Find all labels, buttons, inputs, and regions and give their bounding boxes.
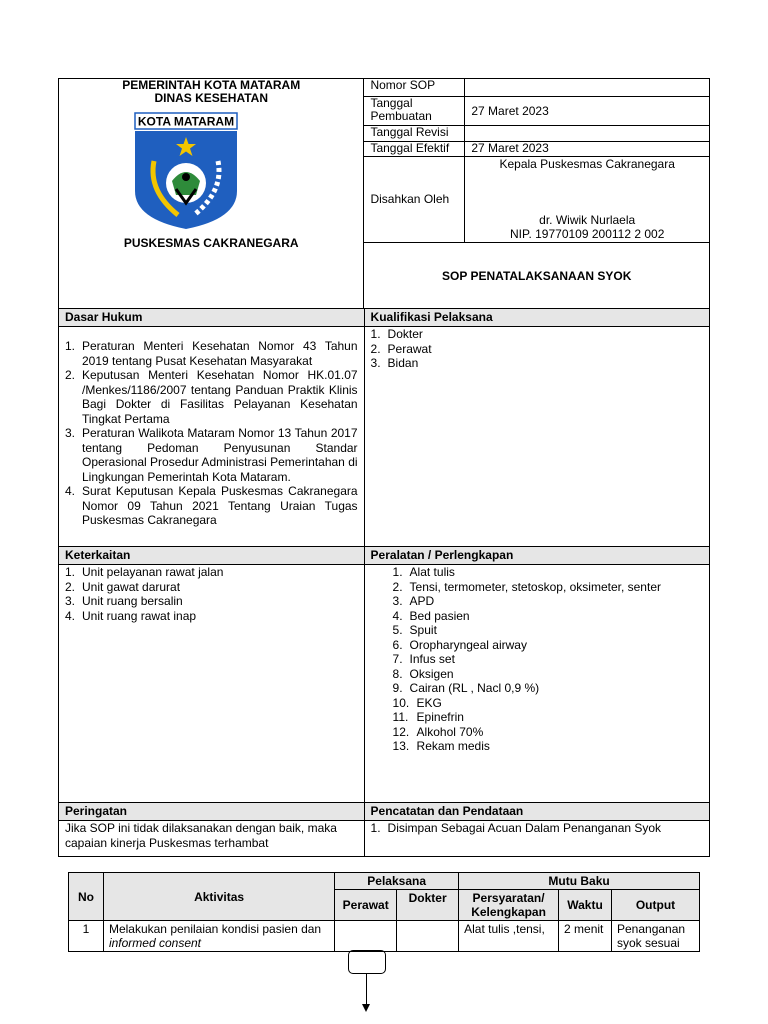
disahkan-label: Disahkan Oleh	[364, 157, 465, 243]
flowchart-start-symbol	[348, 950, 386, 974]
list-item-text: Epinefrin	[416, 710, 464, 724]
list-item	[371, 821, 703, 836]
row-aktivitas	[103, 921, 334, 952]
keterkaitan-heading: Keterkaitan	[59, 547, 365, 565]
peringatan-heading: Peringatan	[59, 803, 365, 821]
row-persyaratan: Alat tulis ,tensi,	[459, 921, 559, 952]
list-item-text: Bed pasien	[409, 608, 470, 623]
nomor-sop-value	[465, 79, 710, 97]
list-item-text: Unit ruang bersalin	[82, 594, 183, 608]
list-item-text: APD	[409, 594, 435, 608]
list-item-text: Bidan	[387, 356, 419, 370]
nomor-sop-label: Nomor SOP	[364, 79, 465, 97]
peringatan-text: Jika SOP ini tidak dilaksanakan dengan baik, maka capaian kinerja Puskesmas terhambat	[59, 821, 365, 857]
signature-cell	[465, 157, 710, 243]
dokter-name: dr. Wiwik Nurlaela	[539, 213, 636, 227]
sop-title: SOP PENATALAKSANAAN SYOK	[364, 243, 710, 310]
list-item	[393, 580, 703, 595]
row-output: Penanganan syok sesuai	[612, 921, 700, 952]
activity-table	[68, 872, 700, 952]
list-item	[393, 696, 703, 711]
col-output-header: Output	[612, 890, 700, 921]
city-emblem-icon	[134, 111, 238, 231]
list-item-text: Alkohol 70%	[416, 724, 484, 739]
list-item	[393, 565, 703, 580]
header-identity-cell	[59, 79, 364, 310]
list-item-text: Surat Keputusan Kepala Puskesmas Cakranegara Nomor 09 Tahun 2021 Tentang Uraian Tugas Puskesmas Cakranegara	[82, 484, 358, 527]
aktivitas-text: Melakukan penilaian kondisi pasien dan	[108, 922, 322, 936]
list-item-text: Spuit	[409, 623, 437, 637]
list-item	[65, 426, 358, 484]
aktivitas-italic-text: informed consent	[108, 936, 202, 950]
list-item	[65, 565, 358, 580]
gov-line1: PEMERINTAH KOTA MATARAM	[122, 78, 301, 92]
kepala-puskesmas: Kepala Puskesmas Cakranegara	[499, 157, 675, 171]
col-pelaksana-header: Pelaksana	[335, 873, 459, 890]
list-item-number: 9.	[392, 681, 403, 695]
list-item-number: 8.	[392, 666, 403, 681]
list-item-text: Perawat	[387, 341, 432, 356]
col-mutu-baku-header: Mutu Baku	[459, 873, 700, 890]
list-item	[393, 594, 703, 609]
list-item	[393, 638, 703, 653]
list-item	[371, 327, 703, 342]
list-item	[393, 609, 703, 624]
keterkaitan-list	[59, 565, 365, 803]
list-item	[393, 652, 703, 667]
list-item-number: 3.	[370, 356, 381, 370]
list-item-number: 3.	[65, 594, 76, 608]
col-perawat-header: Perawat	[335, 890, 397, 921]
list-item-number: 13.	[392, 739, 410, 753]
list-item-number: 10.	[392, 695, 410, 710]
kota-mataram-logo	[134, 111, 238, 231]
list-item-number: 1.	[370, 327, 381, 341]
list-item-text: Peraturan Menteri Kesehatan Nomor 43 Tahun 2019 tentang Pusat Kesehatan Masyarakat	[82, 339, 358, 368]
list-item-number: 2.	[392, 579, 403, 594]
dasar-hukum-heading: Dasar Hukum	[59, 309, 365, 327]
list-item-text: Infus set	[409, 652, 455, 666]
list-item	[65, 594, 358, 609]
list-item	[393, 667, 703, 682]
dasar-hukum-list	[59, 327, 365, 547]
sop-header-table	[58, 78, 710, 310]
list-item-text: Unit ruang rawat inap	[82, 608, 197, 623]
list-item	[371, 356, 703, 371]
list-item	[65, 339, 358, 368]
list-item-number: 6.	[392, 637, 403, 652]
nip: NIP. 19770109 200112 2 002	[510, 227, 665, 241]
kualifikasi-list	[364, 327, 709, 547]
list-item-number: 1.	[65, 339, 76, 353]
list-item-number: 3.	[392, 594, 403, 608]
list-item	[65, 609, 358, 624]
sop-info-table	[58, 308, 710, 857]
row-waktu: 2 menit	[559, 921, 612, 952]
flowchart-connector	[366, 974, 367, 1006]
list-item-text: Disimpan Sebagai Acuan Dalam Penanganan Syok	[387, 821, 662, 835]
list-item-number: 1.	[370, 821, 381, 835]
gov-line2: DINAS KESEHATAN	[154, 91, 268, 105]
list-item-number: 2.	[65, 368, 76, 382]
list-item-text: Alat tulis	[409, 565, 455, 579]
list-item	[393, 681, 703, 696]
list-item-text: Tensi, termometer, stetoskop, oksimeter, senter	[409, 579, 661, 594]
puskesmas-name: PUSKESMAS CAKRANEGARA	[123, 236, 299, 250]
list-item-number: 3.	[65, 426, 76, 440]
list-item-number: 4.	[65, 484, 76, 498]
tanggal-efektif-value: 27 Maret 2023	[465, 142, 710, 157]
col-persyaratan-header: Persyaratan/ Kelengkapan	[459, 890, 559, 921]
list-item-text: Oksigen	[409, 666, 454, 681]
list-item	[65, 580, 358, 595]
pencatatan-list	[364, 821, 709, 857]
tanggal-pembuatan-value: 27 Maret 2023	[465, 97, 710, 126]
list-item	[371, 342, 703, 357]
list-item	[393, 710, 703, 725]
row-dokter	[397, 921, 459, 952]
row-no: 1	[69, 921, 104, 952]
list-item-text: Unit pelayanan rawat jalan	[82, 565, 224, 579]
tanggal-pembuatan-label: Tanggal Pembuatan	[364, 97, 465, 126]
list-item	[393, 739, 703, 754]
list-item-text: Rekam medis	[416, 739, 490, 753]
list-item-number: 2.	[370, 341, 381, 356]
col-waktu-header: Waktu	[559, 890, 612, 921]
list-item	[393, 725, 703, 740]
list-item-number: 1.	[392, 565, 403, 579]
list-item-text: Peraturan Walikota Mataram Nomor 13 Tahun 2017 tentang Pedoman Penyusunan Standar Operasional Prosedur Administrasi Pemerintahan di Lingkungan Pemerintah Kota Mataram.	[82, 426, 358, 484]
list-item-number: 4.	[392, 608, 403, 623]
pencatatan-heading: Pencatatan dan Pendataan	[364, 803, 709, 821]
list-item-number: 1.	[65, 565, 76, 579]
peralatan-heading: Peralatan / Perlengkapan	[364, 547, 709, 565]
list-item-number: 7.	[392, 652, 403, 666]
list-item-number: 5.	[392, 623, 403, 637]
list-item-text: EKG	[416, 695, 442, 710]
arrow-down-icon	[362, 1004, 370, 1012]
col-dokter-header: Dokter	[397, 890, 459, 921]
list-item	[65, 484, 358, 528]
list-item-text: Oropharyngeal airway	[409, 637, 527, 652]
row-perawat	[335, 921, 397, 952]
list-item-text: Unit gawat darurat	[82, 579, 181, 594]
col-aktivitas-header: Aktivitas	[103, 873, 334, 921]
peralatan-list	[364, 565, 709, 803]
list-item-text: Dokter	[387, 327, 423, 341]
col-no-header: No	[69, 873, 104, 921]
list-item-text: Keputusan Menteri Kesehatan Nomor HK.01.07 /Menkes/1186/2007 tentang Panduan Praktik Klinis Bagi Dokter di Fasilitas Pelayanan Kesehatan Tingkat Pertama	[82, 368, 358, 426]
tanggal-revisi-value	[465, 126, 710, 142]
list-item-number: 11.	[392, 710, 409, 724]
tanggal-revisi-label: Tanggal Revisi	[364, 126, 465, 142]
list-item	[393, 623, 703, 638]
tanggal-efektif-label: Tanggal Efektif	[364, 142, 465, 157]
list-item-number: 2.	[65, 579, 76, 594]
list-item-number: 12.	[392, 724, 410, 739]
table-row	[69, 921, 700, 952]
kualifikasi-heading: Kualifikasi Pelaksana	[364, 309, 709, 327]
list-item-number: 4.	[65, 608, 76, 623]
logo-text: KOTA MATARAM	[137, 114, 235, 129]
list-item-text: Cairan (RL , Nacl 0,9 %)	[409, 681, 540, 695]
list-item	[65, 368, 358, 426]
